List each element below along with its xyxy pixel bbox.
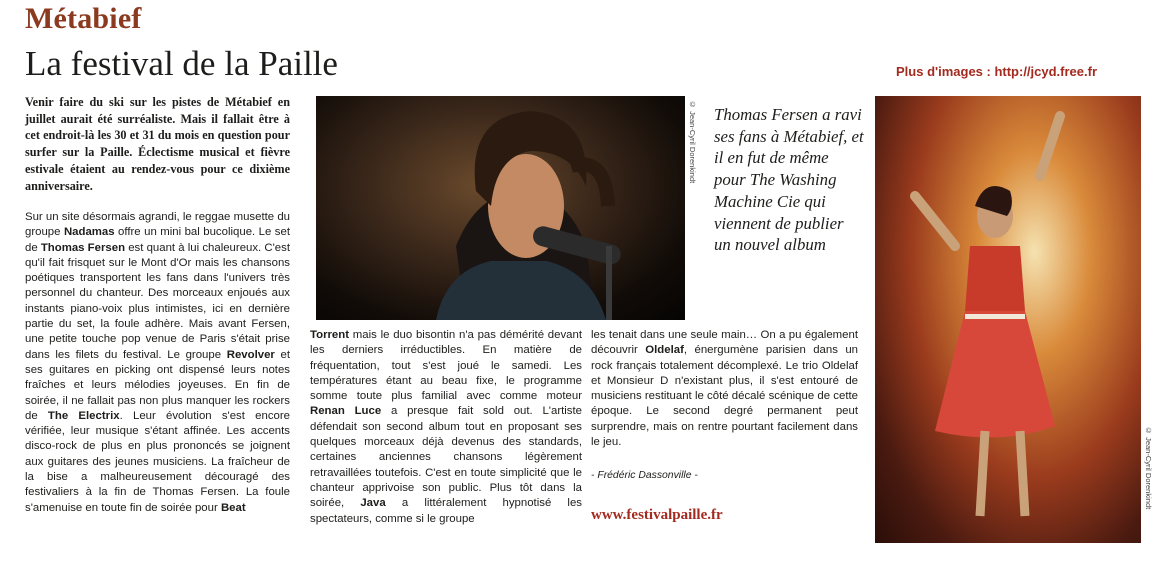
article-headline: La festival de la Paille [25,44,338,83]
photo-credit-1 [688,100,698,310]
name-highlight: The Electrix [47,409,120,422]
name-highlight: Nadamas [63,226,115,239]
body-column-1 [25,210,290,516]
section-kicker: Métabief [25,2,142,35]
body-column-3 [591,328,858,484]
body-column-3-text: les tenait dans une seule main… On a pu également découvrir Oldelaf, énergumène parisien dans un rock français totalement décomplexé. Le trio Oldelaf et Monsieur D n'existant plus, il s'est entouré de musiciens restituant le côté décalé scénique de cette époque. Le second degré permanent peut surprendre, mais on rentre pourtant facilement dans le jeu. [591,329,859,449]
body-column-2-text: Torrent mais le duo bisontin n'a pas démérité devant les derniers irréductibles. En matière de fréquentation, tout s'est joué le samedi. Les températures étant au beau fixe, le programme somme toute plus familial avec comme moteur Renan Luce a presque fait sold out. L'artiste défendait son second album tout en proposant ses quelques morceaux déjà devenus des standards, certaines anciennes chansons légèrement retravaillées toutefois. C'est en toute simplicité que le chanteur apprivoise son public. Plus tôt dans la soirée, Java a littéralement hypnotisé les spectateurs, comme si le groupe [310,329,583,525]
name-highlight: Oldelaf [645,344,684,357]
photo-credit-2 [1144,426,1154,546]
body-column-1-text: Sur un site désormais agrandi, le reggae musette du groupe Nadamas offre un mini bal bucolique. Le set de Thomas Fersen est quant à lui chaleureux. C'est qu'il fait frisquet sur le Mont d'Or mais les chansons poétiques transportent les fans dans l'univers très personnel du chanteur. Des morceaux enjoués aux instants piano-voix plus intimistes, ici en dernière partie du set, la foule adhère. Mais avant Fersen, une petite touche pop venue de Paris s'était prise dans les filets du festival. Le groupe Revolver et ses guitares en picking ont dispensé leurs notes fraîches et leurs mélodies joyeuses. En fin de soirée, il ne fallait pas non plus manquer les rockers de The Electrix. Leur évolution s'est encore vérifiée, leur musique s'étant affinée. Les accents disco-rock de plus en plus prononcés se joignent aux guitares des jeunes musiciens. La fraîcheur de la bise a malheureusement découragé des festivaliers à la fin de Thomas Fersen. La foule s'amenuise en toute fin de soirée pour Beat [25,211,291,514]
photo-thomas-fersen [316,96,685,320]
name-highlight: Revolver [226,348,275,361]
body-column-2 [310,328,582,527]
author-byline: - Frédéric Dassonville - [591,470,698,482]
name-highlight: Torrent [310,329,350,341]
article-lead: Venir faire du ski sur les pistes de Métabief en juillet aurait été surréaliste. Mais il fallait être à cet endroit-là les 30 et 31 du mois en question pour surfer sur la Paille. Éclectisme musical et fièvre estivale étaient au rendez-vous pour ce dixième anniversaire. [25,95,290,193]
photo-thomas-fersen-illustration [316,96,685,320]
pull-quote: Thomas Fersen a ravi ses fans à Métabief, et il en fut de même pour The Washing Machine Cie qui viennent de publier un nouvel album [714,105,864,255]
name-highlight: Thomas Fersen [40,241,126,254]
photo-singer-stage-illustration [875,96,1141,543]
photo-credit-2-text: © Jean-Cyril Dorenkindt [1144,426,1153,510]
festival-website-link[interactable]: www.festivalpaille.fr [591,507,723,523]
photo-credit-1-text: © Jean-Cyril Dorenkindt [688,100,697,184]
name-highlight: Java [360,497,386,510]
name-highlight: Beat [220,501,246,514]
more-images-link[interactable]: Plus d'images : http://jcyd.free.fr [896,64,1098,79]
name-highlight: Renan Luce [310,405,382,418]
photo-singer-stage [875,96,1141,543]
